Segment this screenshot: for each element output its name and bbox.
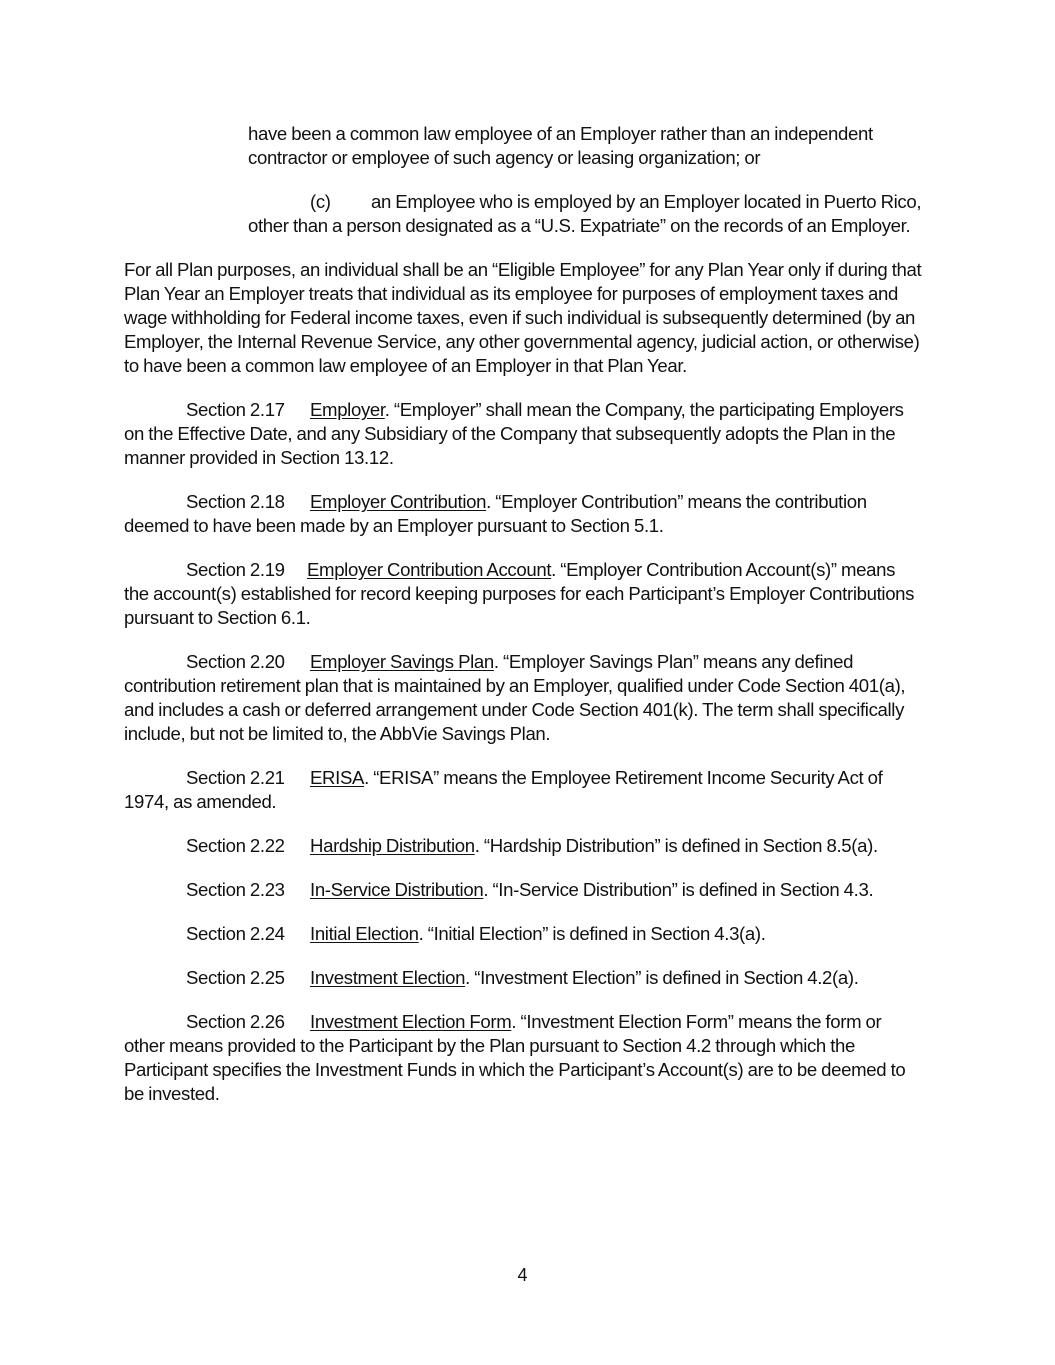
defined-term: Hardship Distribution <box>310 835 475 856</box>
section-number: Section 2.26 <box>186 1011 285 1032</box>
defined-term: Employer Savings Plan <box>310 651 494 672</box>
definition-text: . “Investment Election” is defined in Section 4.2(a). <box>465 967 859 988</box>
section-number: Section 2.25 <box>186 967 285 988</box>
definition-text: . “Employer Contribution” means the contribution deemed to have been made by an Employer pursuant to Section 5.1. <box>124 491 867 536</box>
continuation-paragraph <box>248 122 924 170</box>
sub-item-c <box>248 190 924 238</box>
section-2-23 <box>124 878 924 902</box>
eligibility-paragraph <box>124 258 924 378</box>
section-2-18 <box>124 490 924 538</box>
section-number: Section 2.19 <box>186 559 285 580</box>
section-2-24 <box>124 922 924 946</box>
definition-text: . “Employer Contribution Account(s)” means the account(s) established for record keeping purposes for each Participant’s Employer Contributions pursuant to Section 6.1. <box>124 559 915 628</box>
eligibility-text: For all Plan purposes, an individual shall be an “Eligible Employee” for any Plan Year only if during that Plan Year an Employer treats that individual as its employee for purposes of employment taxes and wage withholding for Federal income taxes, even if such individual is subsequently determined (by an Employer, the Internal Revenue Service, any other governmental agency, judicial action, or otherwise) to have been a common law employee of an Employer in that Plan Year. <box>124 259 922 376</box>
definition-text: . “ERISA” means the Employee Retirement Income Security Act of 1974, as amended. <box>124 767 883 812</box>
defined-term: Initial Election <box>310 923 419 944</box>
defined-term: Investment Election <box>310 967 466 988</box>
document-page <box>124 122 924 1126</box>
definition-text: . “In-Service Distribution” is defined in Section 4.3. <box>483 879 874 900</box>
section-2-26 <box>124 1010 924 1106</box>
section-number: Section 2.17 <box>186 399 285 420</box>
defined-term: Investment Election Form <box>310 1011 512 1032</box>
section-2-17 <box>124 398 924 470</box>
page-number: 4 <box>517 1265 528 1285</box>
defined-term: Employer Contribution Account <box>307 559 552 580</box>
section-2-20 <box>124 650 924 746</box>
definition-text: . “Investment Election Form” means the form or other means provided to the Participant by the Plan pursuant to Section 4.2 through which the Participant specifies the Investment Funds in which the Participant’s Account(s) are to be deemed to be invested. <box>124 1011 906 1104</box>
sub-item-text: an Employee who is employed by an Employer located in Puerto Rico, other than a person designated as a “U.S. Expatriate” on the records of an Employer. <box>248 191 922 236</box>
section-2-21 <box>124 766 924 814</box>
section-number: Section 2.22 <box>186 835 285 856</box>
defined-term: ERISA <box>310 767 365 788</box>
definition-text: . “Employer Savings Plan” means any defined contribution retirement plan that is maintained by an Employer, qualified under Code Section 401(a), and includes a cash or deferred arrangement under Code Section 401(k). The term shall specifically include, but not be limited to, the AbbVie Savings Plan. <box>124 651 906 744</box>
defined-term: Employer Contribution <box>310 491 487 512</box>
section-number: Section 2.24 <box>186 923 285 944</box>
section-2-19 <box>124 558 924 630</box>
section-2-25 <box>124 966 924 990</box>
defined-term: In-Service Distribution <box>310 879 484 900</box>
section-number: Section 2.18 <box>186 491 285 512</box>
section-number: Section 2.23 <box>186 879 285 900</box>
section-number: Section 2.21 <box>186 767 285 788</box>
defined-term: Employer <box>310 399 385 420</box>
definition-text: . “Initial Election” is defined in Section 4.3(a). <box>418 923 766 944</box>
section-2-22 <box>124 834 924 858</box>
definition-text: . “Hardship Distribution” is defined in Section 8.5(a). <box>474 835 878 856</box>
sub-item-label: (c) <box>310 191 331 212</box>
definition-text: . “Employer” shall mean the Company, the participating Employers on the Effective Date, and any Subsidiary of the Company that subsequently adopts the Plan in the manner provided in Section 13.12. <box>124 399 904 468</box>
section-number: Section 2.20 <box>186 651 285 672</box>
continuation-text: have been a common law employee of an Employer rather than an independent contractor or employee of such agency or leasing organization; or <box>248 123 873 168</box>
